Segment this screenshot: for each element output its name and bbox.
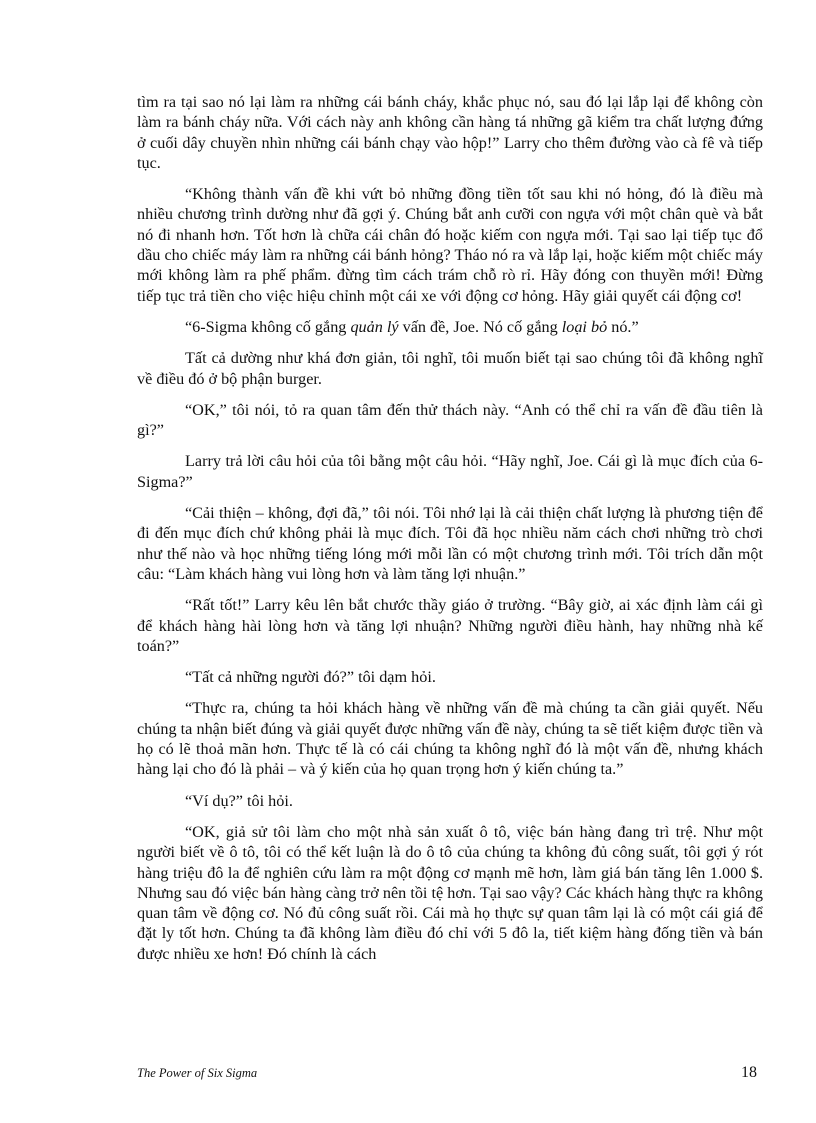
paragraph-3: “6-Sigma không cố gắng quản lý vấn đề, Joe. Nó cố gắng loại bỏ nó.”	[185, 317, 639, 336]
paragraph-7: “Cải thiện – không, đợi đã,” tôi nói. Tôi nhớ lại là cải thiện chất lượng là phương tiện để đi đến mục đích chứ không phải là mục đích. Tôi đã học nhiều năm cách chơi những trò chơi như thế nào và học những tiếng lóng mới mỗi lần có một chương trình mới. Tôi trích dẫn một câu: “Làm khách hàng vui lòng hơn và làm tăng lợi nhuận.”	[137, 504, 763, 583]
body-text	[137, 92, 763, 975]
paragraph-8: “Rất tốt!” Larry kêu lên bắt chước thầy giáo ở trường. “Bây giờ, ai xác định làm cái gì để khách hàng hài lòng hơn và tăng lợi nhuận? Những người điều hành, hay những nhà kế toán?”	[137, 596, 763, 655]
footer-book-title: The Power of Six Sigma	[137, 1066, 258, 1080]
paragraph-6: Larry trả lời câu hỏi của tôi bằng một câu hỏi. “Hãy nghĩ, Joe. Cái gì là mục đích của 6-Sigma?”	[137, 452, 763, 491]
paragraph-11: “Ví dụ?” tôi hỏi.	[185, 791, 293, 810]
paragraph-4: Tất cả dường như khá đơn giản, tôi nghĩ, tôi muốn biết tại sao chúng tôi đã không nghĩ về điều đó ở bộ phận burger.	[137, 349, 763, 388]
emphasis-quan-ly: quản lý	[350, 317, 399, 336]
emphasis-loai-bo: loại bỏ	[561, 317, 608, 336]
paragraph-1: tìm ra tại sao nó lại làm ra những cái bánh cháy, khắc phục nó, sau đó lại lắp lại để không còn làm ra bánh cháy nữa. Với cách này anh không cần hàng tá những gã kiểm tra chất lượng đứng ở cuối dây chuyền nhìn những cái bánh chạy vào hộp!” Larry cho thêm đường vào cà fê và tiếp tục.	[137, 93, 763, 172]
paragraph-9: “Tất cả những người đó?” tôi dạm hỏi.	[185, 668, 436, 687]
page-number: 18	[741, 1064, 757, 1081]
paragraph-12: “OK, giả sử tôi làm cho một nhà sản xuất ô tô, việc bán hàng đang trì trệ. Như một người biết về ô tô, tôi có thể kết luận là do ô tô của chúng ta không đủ công suất, tôi gợi ý rót hàng triệu đô la để nghiên cứu làm ra một động cơ mạnh mẽ hơn, làm giá bán tăng lên 1.000 $. Nhưng sau đó việc bán hàng càng trở nên tồi tệ hơn. Tại sao vậy? Các khách hàng thực ra không quan tâm về động cơ. Nó đủ công suất rồi. Cái mà họ thực sự quan tâm lại là có một cái giá để đặt ly tốt hơn. Chúng ta đã không làm điều đó chỉ với 5 đô la, tiết kiệm hàng đống tiền và bán được nhiều xe hơn! Đó chính là cách	[137, 822, 763, 963]
paragraph-2: “Không thành vấn đề khi vứt bỏ những đồng tiền tốt sau khi nó hỏng, đó là điều mà nhiều chương trình dường như đã gợi ý. Chúng bắt anh cưỡi con ngựa với một chân què và bắt nó đi nhanh hơn. Tốt hơn là chữa cái chân đó hoặc kiếm con ngựa mới. Tại sao lại tiếp tục đổ dầu cho chiếc máy làm ra những cái bánh hỏng? Tháo nó ra và lắp lại, hoặc kiếm một chiếc máy mới không làm ra phế phẩm. đừng tìm cách trám chỗ rò rỉ. Hãy đóng con thuyền mới! Đừng tiếp tục trả tiền cho việc hiệu chỉnh một cái xe với động cơ hỏng. Hãy giải quyết cái động cơ!	[137, 185, 763, 305]
page-footer	[137, 1064, 763, 1086]
paragraph-5: “OK,” tôi nói, tỏ ra quan tâm đến thử thách này. “Anh có thể chỉ ra vấn đề đầu tiên là gì?”	[137, 400, 763, 440]
paragraph-10: “Thực ra, chúng ta hỏi khách hàng về những vấn đề mà chúng ta cần giải quyết. Nếu chúng ta nhận biết đúng và giải quyết được những vấn đề này, chúng ta sẽ tiết kiệm được tiền và họ có lẽ thoả mãn hơn. Thực tế là có cái chúng ta không nghĩ đó là một vấn đề, nhưng khách hàng lại cho đó là phải – và ý kiến của họ quan trọng hơn ý kiến chúng ta.”	[137, 699, 763, 779]
